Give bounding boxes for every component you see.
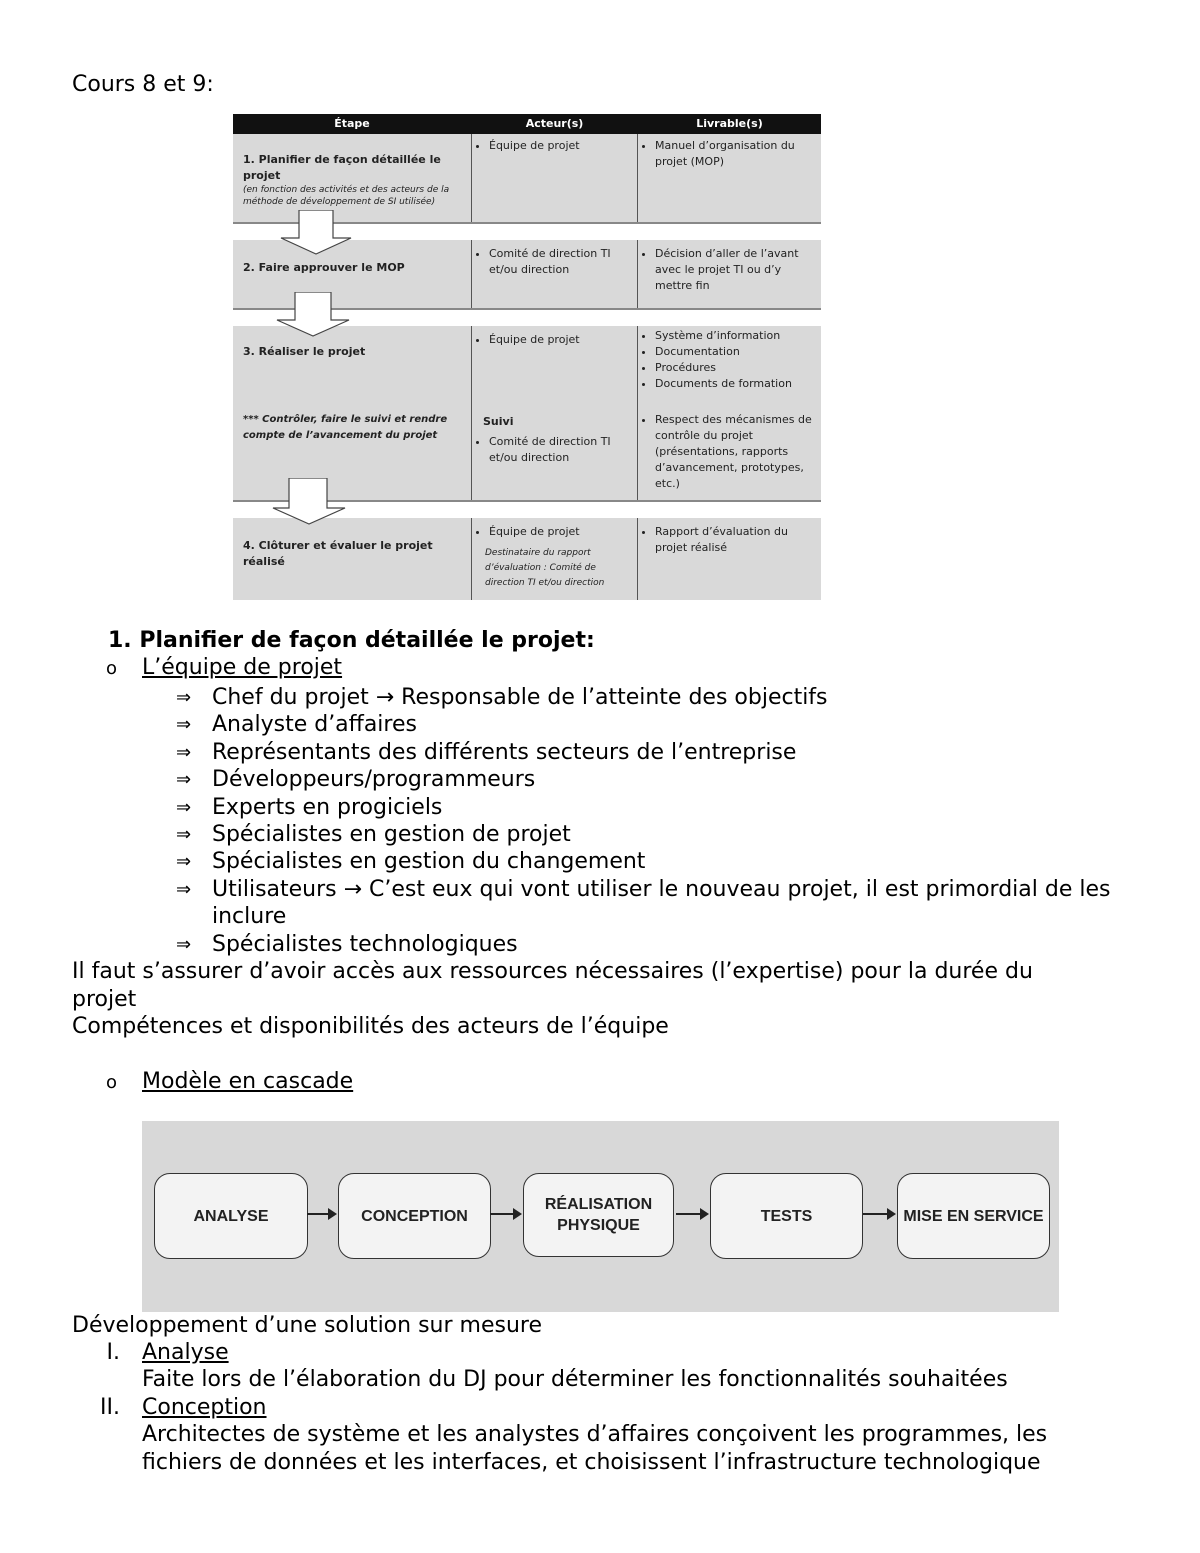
- team-subheading: [106, 655, 342, 682]
- list-item-text: Spécialistes en gestion de projet: [212, 822, 571, 848]
- arrow-marker: ⇒: [176, 769, 192, 791]
- col-header-actor: Acteur(s): [525, 117, 584, 130]
- col-divider: [471, 518, 472, 600]
- step-2-actor: • Comité de direction TI et/ou direction: [489, 246, 633, 278]
- step-2-label: 2. Faire approuver le MOP: [243, 261, 405, 274]
- list-item-text: Représentants des différents secteurs de l’entreprise: [212, 739, 797, 765]
- arrow-marker: ⇒: [176, 796, 192, 818]
- waterfall-step: MISE EN SERVICE: [897, 1173, 1050, 1259]
- cascade-subheading-text: Modèle en cascade: [142, 1069, 354, 1094]
- table-header: [233, 114, 821, 134]
- col-divider: [637, 326, 638, 500]
- down-arrow-icon: [273, 292, 353, 338]
- col-header-deliverable: Livrable(s): [696, 117, 763, 130]
- list-item-text: Spécialistes technologiques: [212, 931, 518, 957]
- waterfall-step: RÉALISATION PHYSIQUE: [523, 1173, 674, 1257]
- control-note: *** Contrôler, faire le suivi et rendre compte de l’avancement du projet: [243, 414, 448, 441]
- team-subheading-text: L’équipe de projet: [142, 655, 343, 680]
- list-item-text: Analyste d’affaires: [212, 712, 417, 738]
- section-1-title: Planifier de façon détaillée le projet:: [139, 628, 595, 653]
- control-deliverable: • Respect des mécanismes de contrôle du projet (présentations, rapports d’avancement, prototypes, etc.): [655, 412, 817, 492]
- section-1-heading: [108, 628, 595, 654]
- step-1-label: 1. Planifier de façon détaillée le projet: [243, 153, 441, 182]
- follow-label: Suivi: [483, 415, 514, 428]
- arrow-right-icon: [676, 1213, 707, 1215]
- arrow-right-icon: [490, 1213, 520, 1215]
- follow-actor: • Comité de direction TI et/ou direction: [489, 434, 633, 466]
- step-4-actor-note: Destinataire du rapport d’évaluation : Comité de direction TI et/ou direction: [485, 548, 605, 588]
- list-item: [176, 766, 1136, 793]
- col-divider: [637, 518, 638, 600]
- cascade-subheading: [106, 1069, 353, 1096]
- roman-text: fichiers de données et les interfaces, et choisissent l’infrastructure technologique: [142, 1450, 1041, 1475]
- section-2-intro: Développement d’une solution sur mesure: [72, 1313, 542, 1338]
- step-3-label: 3. Réaliser le projet: [243, 345, 366, 358]
- list-item: [176, 711, 1136, 738]
- down-arrow-icon: [277, 210, 357, 256]
- project-steps-table: [233, 114, 821, 600]
- roman-text: Architectes de système et les analystes d’affaires conçoivent les programmes, les: [142, 1422, 1048, 1447]
- arrow-right-icon: [307, 1213, 335, 1215]
- roman-text: Faite lors de l’élaboration du DJ pour déterminer les fonctionnalités souhaitées: [142, 1367, 1008, 1392]
- col-divider: [637, 240, 638, 308]
- arrow-marker: ⇒: [176, 851, 192, 873]
- col-divider: [471, 134, 472, 222]
- waterfall-step: TESTS: [710, 1173, 863, 1259]
- course-title: Cours 8 et 9:: [72, 72, 214, 97]
- step-4-actor: • Équipe de projet: [489, 524, 633, 540]
- waterfall-step: ANALYSE: [154, 1173, 308, 1259]
- bullet-marker: o: [106, 1072, 118, 1093]
- step-4-deliverable: • Rapport d’évaluation du projet réalisé: [655, 524, 817, 556]
- arrow-marker: ⇒: [176, 824, 192, 846]
- section-1-number: 1.: [108, 628, 132, 653]
- col-divider: [471, 326, 472, 500]
- arrow-marker: ⇒: [176, 714, 192, 736]
- paragraph: projet: [72, 987, 137, 1012]
- step-2-deliverable: • Décision d’aller de l’avant avec le projet TI ou d’y mettre fin: [655, 246, 817, 294]
- list-item-text: Chef du projet → Responsable de l’atteinte des objectifs: [212, 685, 828, 710]
- list-item-text: Utilisateurs → C’est eux qui vont utiliser le nouveau projet, il est primordial de les inclure: [212, 876, 1111, 930]
- step-1-deliverable: • Manuel d’organisation du projet (MOP): [655, 138, 817, 170]
- roman-number: I.: [106, 1340, 120, 1365]
- roman-title: Analyse: [142, 1340, 229, 1365]
- paragraph: Il faut s’assurer d’avoir accès aux ressources nécessaires (l’expertise) pour la durée du: [72, 959, 1033, 984]
- list-item: [176, 821, 1136, 848]
- step-3-deliverable: • Système d’information: [655, 328, 817, 344]
- roman-number: II.: [100, 1395, 120, 1420]
- waterfall-diagram: [142, 1121, 1059, 1312]
- paragraph: Compétences et disponibilités des acteurs de l’équipe: [72, 1014, 669, 1039]
- list-item-text: Experts en progiciels: [212, 794, 443, 820]
- down-arrow-icon: [269, 478, 349, 526]
- list-item: [176, 739, 1136, 766]
- col-divider: [637, 134, 638, 222]
- bullet-marker: o: [106, 658, 118, 679]
- roman-title: Conception: [142, 1395, 267, 1420]
- arrow-marker: ⇒: [176, 741, 192, 763]
- col-divider: [471, 240, 472, 308]
- list-item: [176, 876, 1136, 931]
- list-item: [176, 684, 1136, 711]
- col-header-step: Étape: [334, 117, 370, 130]
- arrow-marker: ⇒: [176, 933, 192, 955]
- step-3-deliverable: • Procédures: [655, 360, 817, 376]
- step-3-deliverable: • Documentation: [655, 344, 817, 360]
- list-item-text: Développeurs/programmeurs: [212, 767, 536, 793]
- step-1-actor: • Équipe de projet: [489, 138, 633, 154]
- list-item: [176, 848, 1136, 875]
- team-members-list: [176, 684, 1136, 958]
- step-3-actor: • Équipe de projet: [489, 332, 633, 348]
- arrow-marker: ⇒: [176, 878, 192, 900]
- list-item-text: Spécialistes en gestion du changement: [212, 849, 646, 875]
- step-3-deliverable: • Documents de formation: [655, 376, 817, 392]
- arrow-marker: ⇒: [176, 687, 192, 708]
- list-item: [176, 931, 1136, 958]
- list-item: [176, 794, 1136, 821]
- step-1-note: (en fonction des activités et des acteurs de la méthode de développement de SI utilisée): [243, 185, 450, 207]
- arrow-right-icon: [863, 1213, 894, 1215]
- step-4-label: 4. Clôturer et évaluer le projet réalisé: [243, 539, 433, 568]
- waterfall-step: CONCEPTION: [338, 1173, 491, 1259]
